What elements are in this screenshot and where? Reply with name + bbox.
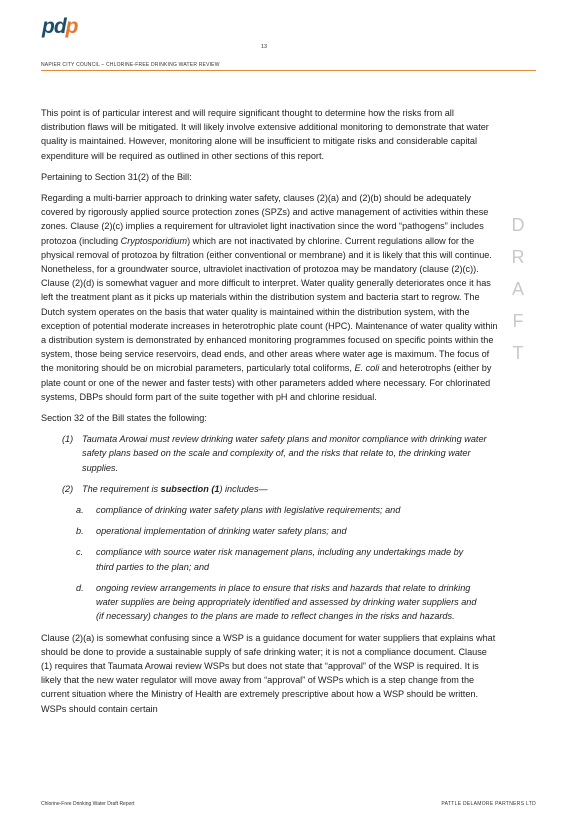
quoted-section <box>41 432 499 623</box>
subitem-text: compliance with source water risk management plans, including any undertakings made by third parties to the plan; and <box>96 547 464 572</box>
quote-subitem <box>41 524 499 538</box>
subitem-letter: d. <box>76 582 84 593</box>
watermark-letter: F <box>512 311 524 331</box>
quote-subitem <box>41 581 499 624</box>
subitem-text: compliance of drinking water safety plans with legislative requirements; and <box>96 505 401 516</box>
header-divider <box>41 70 536 71</box>
paragraph: Clause (2)(a) is somewhat confusing since a WSP is a guidance document for water suppliers that explains what should be done to provide a sustainable supply of safe drinking water; it is not a compliance document. Clause (1) requires that Taumata Arowai review WSPs but does not state that “approval” of the WSP is required. It is likely that the new water regulator will move away from “approval” of WSPs which is a step change from the current situation where the Ministry of Health are extremely prescriptive about how a WSP should be written. WSPs should contain certain <box>41 632 496 714</box>
subitem-letter: b. <box>76 526 84 537</box>
subitem-text: operational implementation of drinking water safety plans; and <box>96 526 347 537</box>
running-head: NAPIER CITY COUNCIL – CHLORINE-FREE DRINKING WATER REVIEW <box>41 62 220 68</box>
quote-subitem <box>41 503 499 517</box>
paragraph: Pertaining to Section 31(2) of the Bill: <box>41 171 192 182</box>
logo-text: pdp <box>42 15 78 38</box>
quote-number: (2) <box>62 483 74 494</box>
document-body <box>41 106 499 723</box>
paragraph: Section 32 of the Bill states the following: <box>41 413 207 424</box>
paragraph: Regarding a multi-barrier approach to drinking water safety, clauses (2)(a) and (2)(b) should be adequately covered by rigorously applied source protection zones (SPZs) and active management of activities within these zones. Clause (2)(c) implies a requirement for ultraviolet light inactivation since the word “pathogens” includes protozoa (including Cryptosporidium) which are not inactivated by chlorine. Current regulations allow for the physical removal of protozoa by filtration (either conventional or membrane) and it is likely that this will continue. Nonetheless, for a groundwater source, ultraviolet inactivation of protozoa may be mandatory (clause (2)(c)). Clause (2)(d) is somewhat vaguer and more difficult to interpret. Water quality generally deteriorates once it has left the treatment plant as it picks up materials within the distribution system and bacteria start to regrow. The Dutch system operates on the basis that water quality is maintained within the distribution system, with the exception of potential moderate increases in heterotrophic plate count (HPC). Maintenance of water quality within a distribution system is demonstrated by enhanced monitoring programmes focused on specific points within the system, those being service reservoirs, dead ends, and other areas where water age is maximum. The focus of the monitoring should be on microbial parameters, particularly total coliforms, E. coli and heterotrophs (either by plate count or one of the newer and faster tests) with other parameters added where necessary. For chlorinated systems, DBPs should form part of the suite together with pH and chlorine residual. <box>41 193 498 402</box>
quote-subitem <box>41 545 499 573</box>
quote-text: The requirement is subsection (1) includes— <box>82 483 268 494</box>
paragraph: This point is of particular interest and will require significant thought to determine how the risks from all distribution flaws will be mitigated. It will likely involve extensive additional monitoring to demonstrate that water quality is maintained. However, monitoring alone will be insufficient to mitigate risks and considerable capital expenditure will be required as outlined in other sections of this report. <box>41 108 489 161</box>
page-number: 13 <box>260 44 268 50</box>
subitem-text: ongoing review arrangements in place to ensure that risks and hazards that relate to drinking water supplies are being appropriately identified and assessed by drinking water suppliers and (if necessary) changes to the plans are made to reflect changes in the risks and hazards. <box>96 582 477 622</box>
subitem-letter: a. <box>76 505 84 516</box>
watermark-letter: A <box>511 279 524 299</box>
quote-item <box>41 482 499 496</box>
watermark-letter: T <box>512 343 524 363</box>
quote-item <box>41 432 499 475</box>
quote-text: Taumata Arowai must review drinking water safety plans and monitor compliance with drinking water safety plans based on the scale and complexity of, and the risks that relate to, the drinking water supplies. <box>82 434 487 473</box>
watermark-letter: R <box>511 247 525 267</box>
footer-company: PATTLE DELAMORE PARTNERS LTD <box>441 801 536 807</box>
company-logo <box>42 15 77 39</box>
watermark-letter: D <box>511 215 525 235</box>
subitem-letter: c. <box>76 547 84 558</box>
quote-number: (1) <box>62 434 74 445</box>
footer-report-title: Chlorine-Free Drinking Water Draft Report <box>41 801 135 807</box>
draft-watermark <box>511 214 525 364</box>
